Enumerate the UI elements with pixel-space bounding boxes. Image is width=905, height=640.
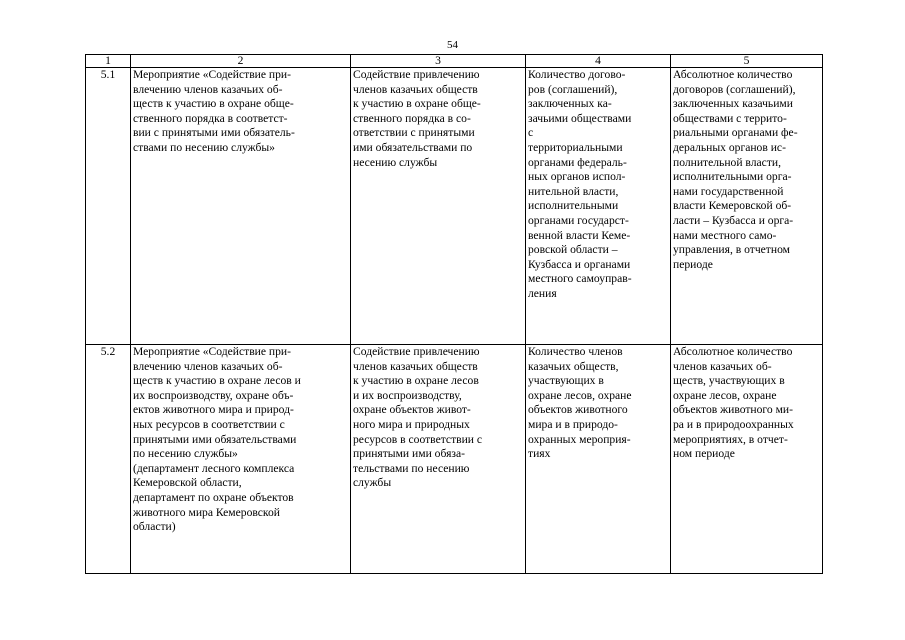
- indicator-text: Количество членов казачьих обществ, участвующих в охране лесов, охране объектов животного мира и в природо- охранных мероприя- тиях: [528, 345, 632, 461]
- event-description: Мероприятие «Содействие при- влечению членов казачьих об- ществ к участию в охране обще- ственного порядка в соответст- вии с принятыми ими обязатель- ствами по несению службы»: [133, 68, 295, 154]
- calculation-cell: [671, 68, 823, 345]
- page-number: 54: [447, 39, 458, 51]
- indicator-text: Количество догово- ров (соглашений), заключенных ка- зачьими обществами с территориальными органами федераль- ных органов испол- нительной власти, исполнительными органами государст- венной власти Кеме- ровской области – Кузбасса и органами местного самоуправ- ления: [528, 68, 632, 300]
- event-description-cell: [131, 345, 351, 574]
- event-description: Мероприятие «Содействие при- влечению членов казачьих об- ществ к участию в охране лесов и их воспроизводству, охране объ- ектов животного мира и природ- ных ресурсов в соответствии с принятыми ими обязательствами по несению службы» (департамент лесного комплекса Кемеровской области, департамент по охране объектов животного мира Кемеровской области): [133, 345, 301, 534]
- goal-cell: [351, 68, 526, 345]
- goal-text: Содействие привлечению членов казачьих обществ к участию в охране лесов и их воспроизводству, охране объектов живот- ного мира и природных ресурсов в соответствии с принятыми ими обяза- тельствами по несению службы: [353, 345, 483, 490]
- table-row: [86, 68, 823, 345]
- row-number: 5.1: [86, 68, 131, 345]
- table-header-row: [86, 55, 823, 68]
- column-header: 3: [351, 55, 526, 68]
- row-number: 5.2: [86, 345, 131, 574]
- event-description-cell: [131, 68, 351, 345]
- column-header: 4: [526, 55, 671, 68]
- goal-cell: [351, 345, 526, 574]
- goal-text: Содействие привлечению членов казачьих обществ к участию в охране обще- ственного порядка в со- ответствии с принятыми ими обязательствами по несению службы: [353, 68, 481, 169]
- indicator-cell: [526, 68, 671, 345]
- column-header: 5: [671, 55, 823, 68]
- column-header: 1: [86, 55, 131, 68]
- calculation-cell: [671, 345, 823, 574]
- indicator-cell: [526, 345, 671, 574]
- table-row: [86, 345, 823, 574]
- calculation-text: Абсолютное количество договоров (соглашений), заключенных казачьими обществами с террито- риальными органами фе- деральных органов ис- полнительной власти, исполнительными орга- нами государственной власти Кемеровской об- ласти – Кузбасса и орга- нами местного само- управления, в отчетном периоде: [673, 68, 798, 271]
- document-table: [85, 54, 823, 574]
- calculation-text: Абсолютное количество членов казачьих об- ществ, участвующих в охране лесов, охране объектов животного ми- ра и в природоохранных мероприятиях, в отчет- ном периоде: [673, 345, 794, 461]
- column-header: 2: [131, 55, 351, 68]
